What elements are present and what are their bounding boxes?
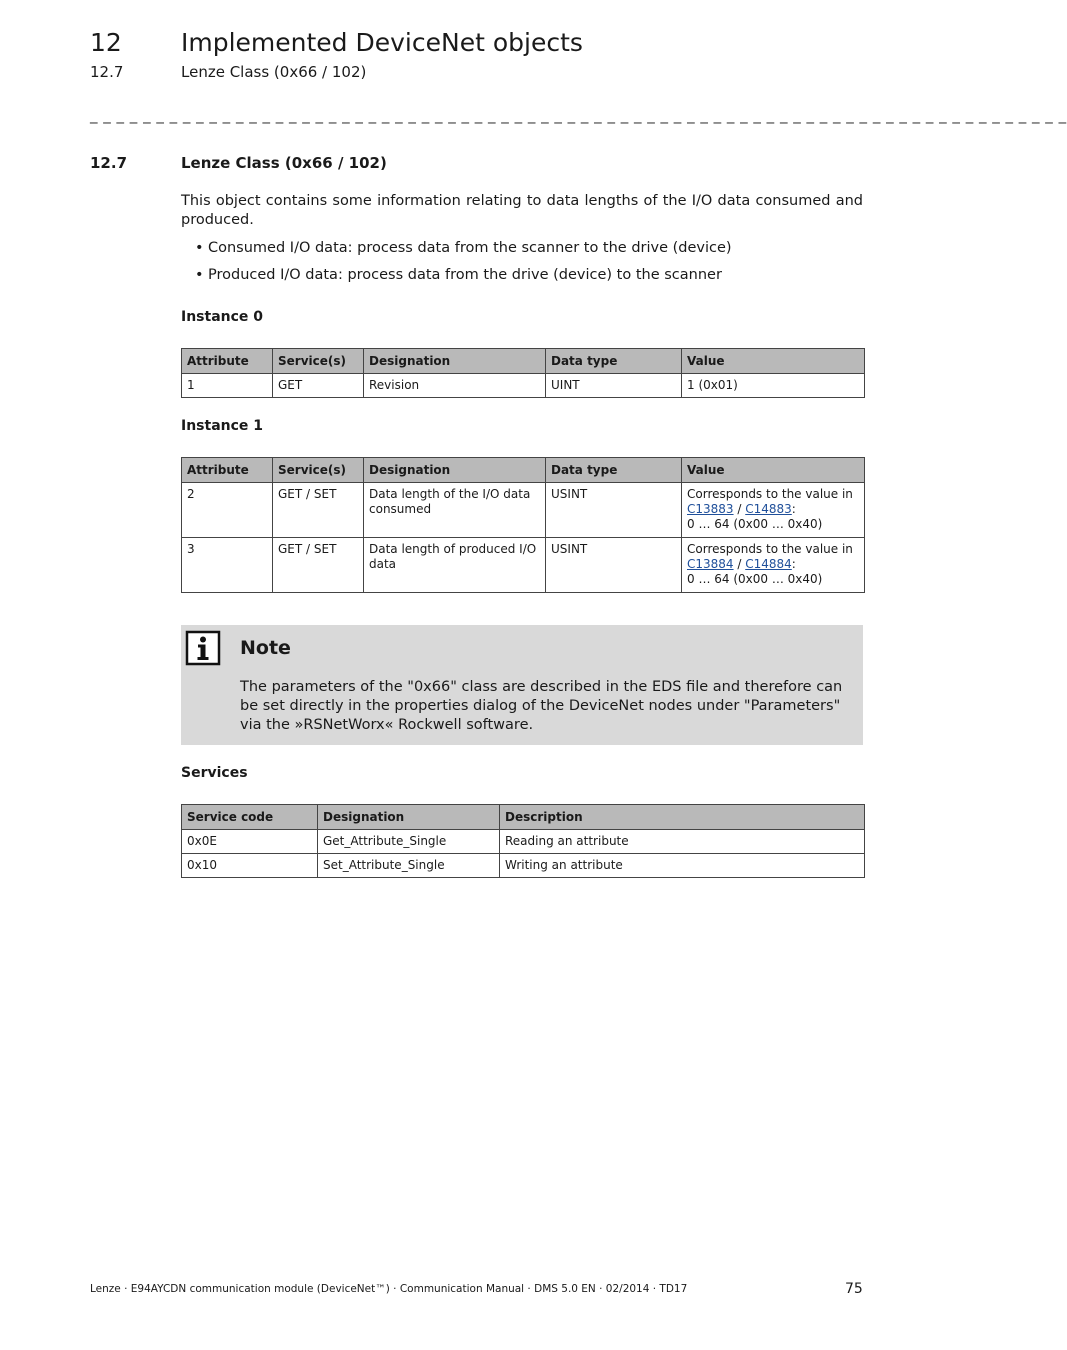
section-title: Lenze Class (0x66 / 102) [181,154,387,172]
cell-designation: Set_Attribute_Single [318,854,500,878]
table-row [182,830,865,854]
note-box [181,625,863,745]
cell-services: GET [273,374,364,398]
value-range: 0 … 64 (0x00 … 0x40) [687,572,823,586]
bullet-item: • Produced I/O data: process data from the drive (device) to the scanner [181,265,863,292]
value-prefix: Corresponds to the value in [687,487,853,501]
note-body: The parameters of the "0x66" class are described in the EDS file and therefore can be set directly in the properties dialog of the DeviceNet nodes under "Parameters" via the »RSNetWorx« Rockwell software. [240,679,843,733]
services-table [181,804,865,878]
cell-designation: Data length of produced I/O data [364,538,546,593]
link-separator: / [733,557,746,571]
cell-value: 1 (0x01) [682,374,865,398]
table-row [182,854,865,878]
cell-datatype: UINT [546,374,682,398]
cell-description: Writing an attribute [500,854,865,878]
cell-designation: Get_Attribute_Single [318,830,500,854]
column-header: Designation [364,349,546,374]
cell-designation: Revision [364,374,546,398]
cell-datatype: USINT [546,483,682,538]
footer-text: Lenze · E94AYCDN communication module (DeviceNet™) · Communication Manual · DMS 5.0 EN · 02/2014 · TD17 [90,1283,688,1295]
cell-service-code: 0x0E [182,830,318,854]
parameter-link[interactable]: C13883 [687,502,734,516]
cell-description: Reading an attribute [500,830,865,854]
table-header-row [182,458,865,483]
chapter-number: 12 [90,28,122,57]
table-row [182,538,865,593]
cell-designation: Data length of the I/O data consumed [364,483,546,538]
cell-service-code: 0x10 [182,854,318,878]
column-header: Value [682,458,865,483]
column-header: Data type [546,349,682,374]
column-header: Service(s) [273,349,364,374]
cell-datatype: USINT [546,538,682,593]
column-header: Designation [364,458,546,483]
instance1-table [181,457,865,593]
cell-value [682,538,865,593]
section-number: 12.7 [90,154,128,172]
table-row [182,374,865,398]
header-section-title: Lenze Class (0x66 / 102) [181,63,367,81]
parameter-link[interactable]: C14883 [745,502,792,516]
header-section-number: 12.7 [90,63,124,81]
header-separator: _ _ _ _ _ _ _ _ _ _ _ _ _ _ _ _ _ _ _ _ _ _ _ _ _ _ _ _ _ _ _ _ _ _ _ _ _ _ _ _ _ _ _ _ _ _ _ _ _ _ _ _ _ _ _ _ _ _ _ _ _ _ _ _ _ _ _ _ _ _ _ _ _ _ [90,106,1067,124]
column-header: Service code [182,805,318,830]
link-separator: / [733,502,746,516]
cell-value [682,483,865,538]
cell-services: GET / SET [273,483,364,538]
info-icon [186,631,220,665]
cell-attribute: 3 [182,538,273,593]
column-header: Service(s) [273,458,364,483]
column-header: Attribute [182,458,273,483]
column-header: Data type [546,458,682,483]
column-header: Attribute [182,349,273,374]
value-colon: : [791,502,796,516]
value-range: 0 … 64 (0x00 … 0x40) [687,517,823,531]
column-header: Designation [318,805,500,830]
bullet-list [181,238,863,292]
parameter-link[interactable]: C13884 [687,557,734,571]
parameter-link[interactable]: C14884 [745,557,792,571]
table-row [182,483,865,538]
table-header-row [182,805,865,830]
page-number: 75 [845,1281,863,1297]
services-label: Services [181,765,248,781]
value-colon: : [791,557,796,571]
bullet-item: • Consumed I/O data: process data from the scanner to the drive (device) [181,238,863,265]
value-prefix: Corresponds to the value in [687,542,853,556]
cell-services: GET / SET [273,538,364,593]
intro-paragraph: This object contains some information relating to data lengths of the I/O data consumed and produced. [181,193,863,228]
instance0-table [181,348,865,398]
instance1-label: Instance 1 [181,418,264,434]
cell-attribute: 1 [182,374,273,398]
column-header: Description [500,805,865,830]
table-header-row [182,349,865,374]
note-title: Note [240,637,291,659]
instance0-label: Instance 0 [181,309,264,325]
cell-attribute: 2 [182,483,273,538]
chapter-title: Implemented DeviceNet objects [181,28,583,57]
column-header: Value [682,349,865,374]
